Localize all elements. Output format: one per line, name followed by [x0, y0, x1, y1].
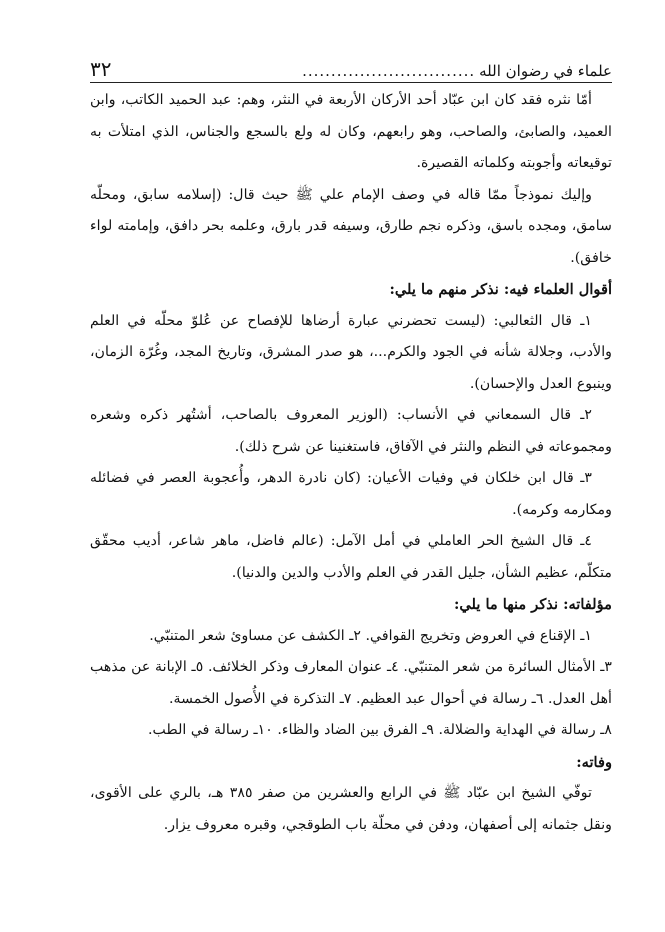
section-heading-works: مؤلفاته: نذكر منها ما يلي:: [453, 596, 612, 613]
section-heading-scholars: أقوال العلماء فيه: نذكر منهم ما يلي:: [389, 281, 612, 298]
works-line-3: ٨ـ رسالة في الهداية والضلالة. ٩ـ الفرق بين الضاد والظاء. ١٠ـ رسالة في الطب.: [148, 722, 612, 738]
scholar-quote-2: ٢ـ قال السمعاني في الأنساب: (الوزير المعروف بالصاحب، أشتُهر ذكره وشعره ومجموعاته في النظم والنثر في الآفاق، فاستغنينا عن شرح ذلك).: [90, 407, 612, 455]
scholar-quote-4: ٤ـ قال الشيخ الحر العاملي في أمل الآمل: (عالم فاضل، ماهر شاعر، أديب محقّق متكلّم، عظيم الشأن، جليل القدر في العلم والأدب والدين والدنيا).: [90, 533, 612, 581]
page-number: ٣٢: [90, 57, 112, 81]
section-heading-death: وفاته:: [576, 753, 612, 771]
running-title: علماء في رضوان الله: [479, 62, 612, 80]
death-paragraph: توفّي الشيخ ابن عبّاد ﷺ في الرابع والعشرين من صفر ٣٨٥ هـ، بالري على الأقوى، ونقل جثمانه إلى أصفهان، ودفن في محلّة باب الطوقجي، وقبره معروف يزار.: [90, 785, 612, 833]
scholar-quote-3: ٣ـ قال ابن خلكان في وفيات الأعيان: (كان نادرة الدهر، وأُعجوبة العصر في فضائله ومكارمه وكرمه).: [90, 470, 612, 518]
quote-paragraph: وإليك نموذجاً ممّا قاله في وصف الإمام علي ﷺ حيث قال: (إسلامه سابق، ومحلّه سامق، ومجده باسق، وذكره نجم طارق، وسيفه قدر بارق، وعلمه بحر دافق، وإمامته لواء خافق).: [90, 186, 612, 266]
scholar-quote-1: ١ـ قال الثعالبي: (ليست تحضرني عبارة أرضاها للإفصاح عن عُلوّ محلّه في العلم والأدب، وجلالة شأنه في الجود والكرم...، هو صدر المشرق، وتاريخ المجد، وغُرّة الزمان، وينبوع العدل والإحسان).: [90, 312, 612, 392]
running-header: [90, 57, 612, 83]
works-line-1: ١ـ الإقناع في العروض وتخريج القوافي. ٢ـ الكشف عن مساوئ شعر المتنبّي.: [149, 627, 592, 644]
header-leader-dots: ..............................: [302, 62, 476, 80]
prose-paragraph: أمّا نثره فقد كان ابن عبّاد أحد الأركان الأربعة في النثر، وهم: عبد الحميد الكاتب، وابن العميد، والصابئ، والصاحب، وهو رابعهم، وكان له ولع بالسجع والجناس، الذي امتلأت به توقيعاته وأجوبته وكلماته القصيرة.: [90, 92, 612, 171]
works-line-2: ٣ـ الأمثال السائرة من شعر المتنبّي. ٤ـ عنوان المعارف وذكر الخلائف. ٥ـ الإبانة عن مذهب أهل العدل. ٦ـ رسالة في أحوال عبد العظيم. ٧ـ التذكرة في الأُصول الخمسة.: [90, 659, 612, 707]
book-page: [90, 57, 612, 841]
